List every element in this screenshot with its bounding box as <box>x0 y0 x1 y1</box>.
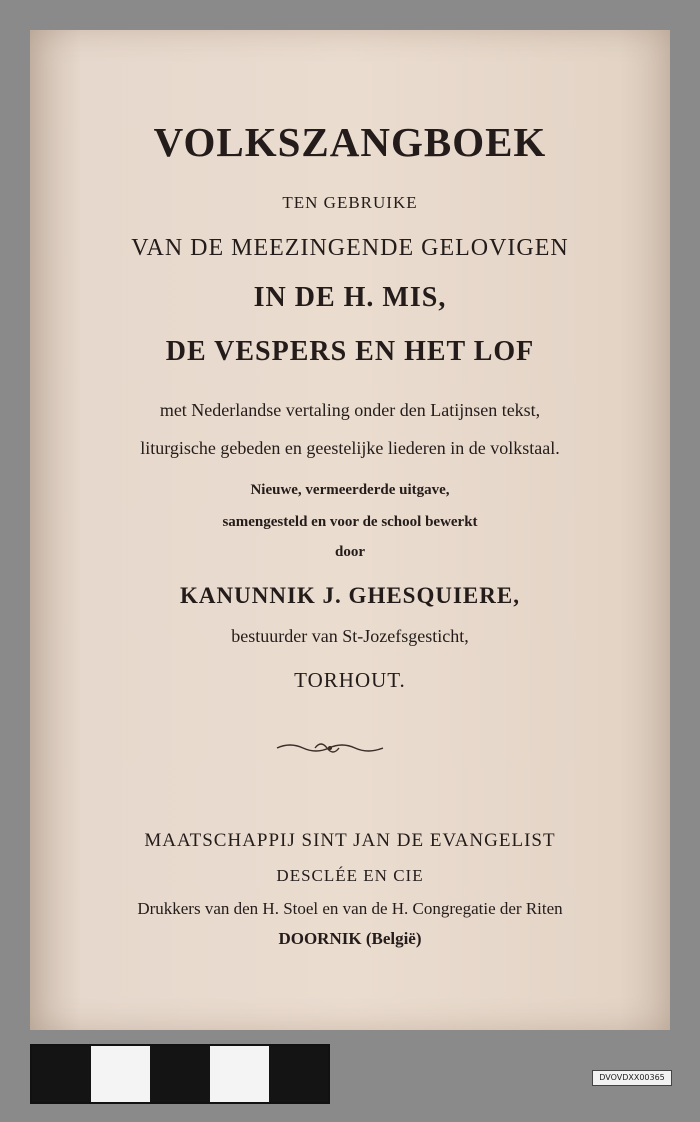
publisher-firm: DESCLÉE EN CIE <box>276 866 424 885</box>
subtitle-line-3: IN DE H. MIS, <box>253 282 447 313</box>
author-town: TORHOUT. <box>294 668 406 692</box>
subtitle-line-1: TEN GEBRUIKE <box>282 193 418 212</box>
inventory-label: DVOVDXX00365 <box>592 1070 672 1086</box>
author-name: KANUNNIK J. GHESQUIERE, <box>180 583 520 608</box>
author-role: bestuurder van St-Jozefsgesticht, <box>231 626 469 646</box>
ornament-divider-icon <box>275 738 385 758</box>
title-page <box>30 30 670 1030</box>
color-calibration-strip <box>30 1044 330 1104</box>
by-line: door <box>335 544 365 560</box>
publisher-description: Drukkers van den H. Stoel en van de H. Congregatie der Riten <box>137 899 563 918</box>
subtitle-line-4: DE VESPERS EN HET LOF <box>165 336 535 367</box>
description-line-2: liturgische gebeden en geestelijke liederen in de volkstaal. <box>140 438 560 458</box>
description-line-1: met Nederlandse vertaling onder den Latijnsen tekst, <box>159 400 541 420</box>
edition-line-1: Nieuwe, vermeerderde uitgave, <box>250 482 450 498</box>
publisher-name: MAATSCHAPPIJ SINT JAN DE EVANGELIST <box>144 830 556 851</box>
edition-line-2: samengesteld en voor de school bewerkt <box>222 514 478 530</box>
publisher-city: DOORNIK (België) <box>278 929 422 948</box>
subtitle-line-2: VAN DE MEEZINGENDE GELOVIGEN <box>131 235 569 261</box>
book-title: VOLKSZANGBOEK <box>153 119 547 165</box>
